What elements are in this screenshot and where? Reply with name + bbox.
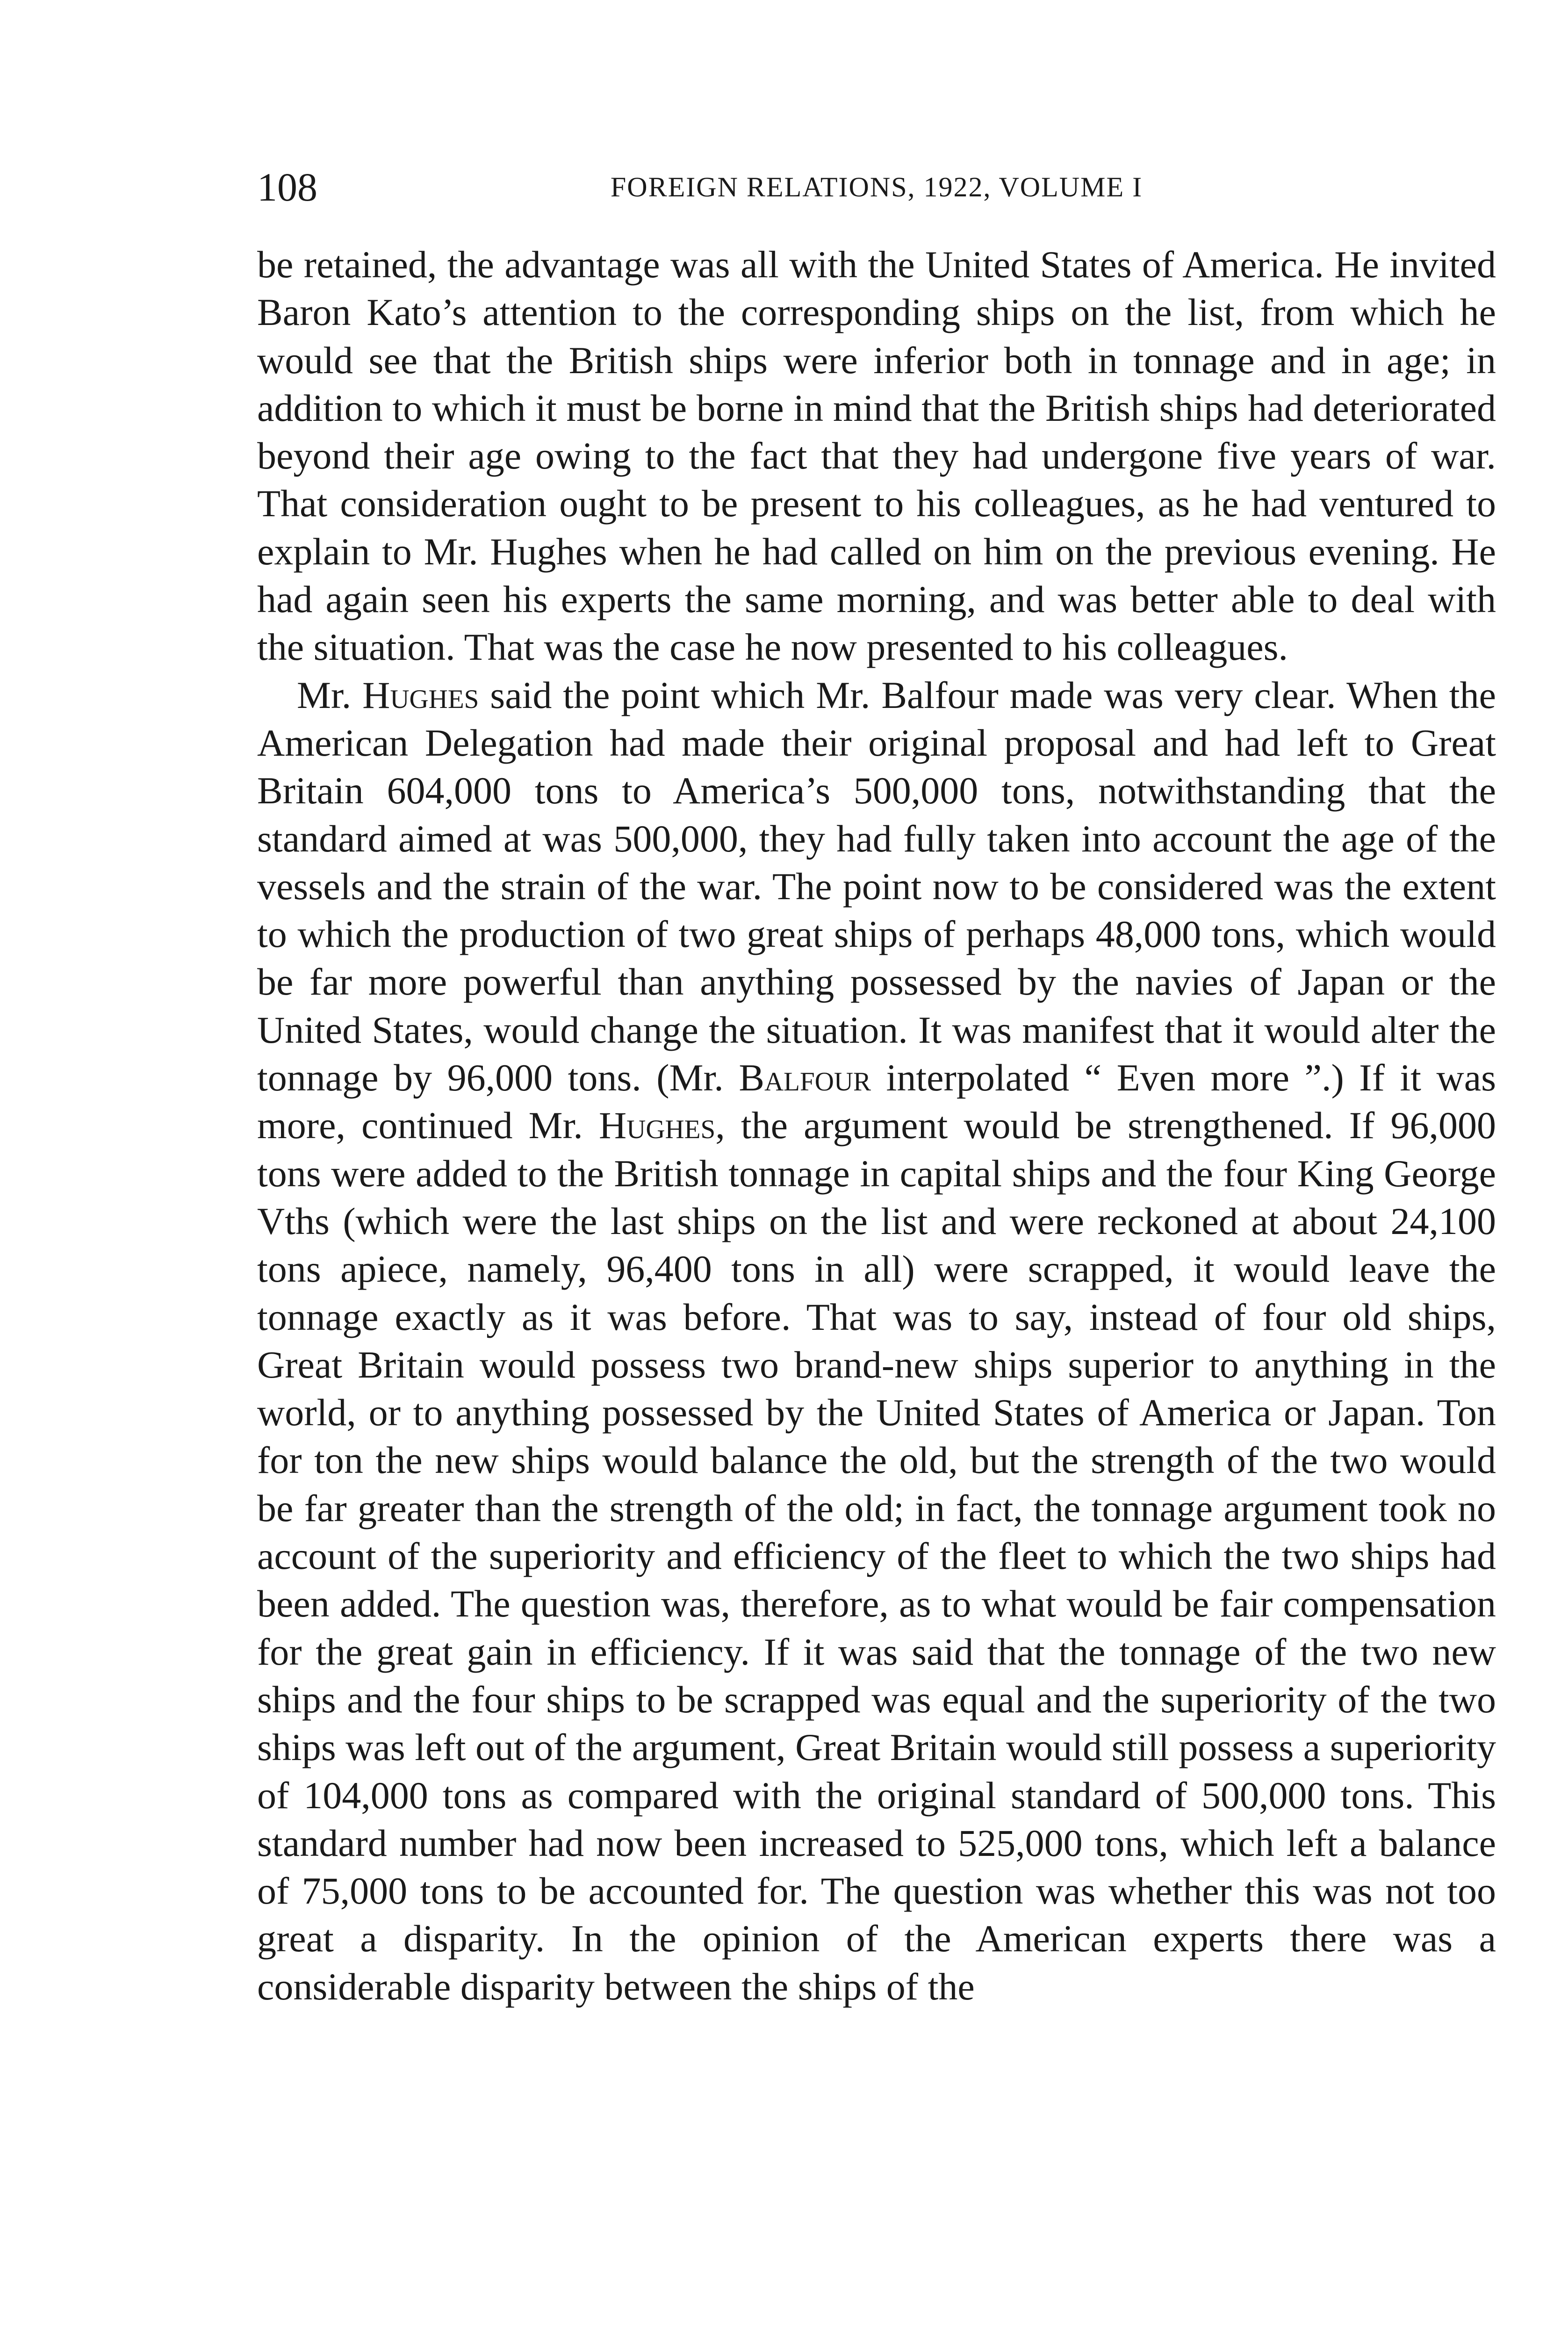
page-number: 108 [257, 165, 317, 209]
paragraph-2-text-2: interpolated “ Even more ”.) If it was more, continued Mr. [257, 1056, 1496, 1147]
paragraph-2 [257, 671, 1496, 2011]
speaker-name-hughes: Hughes [362, 673, 479, 716]
running-head: FOREIGN RELATIONS, 1922, VOLUME I [610, 172, 1143, 202]
speaker-name-balfour: Balfour [739, 1056, 871, 1099]
speaker-name-hughes-2: Hughes [598, 1104, 716, 1147]
paragraph-2-text-3: , the argument would be strengthened. If 96,000 tons were added to the British tonnage in capital ships and the four King George Vths (which were the last ships on the list and were reckoned at about 24,100 tons apiece, namely, 96,400 tons in all) were scrapped, it would leave the tonnage exactly as it was before. That was to say, instead of four old ships, Great Britain would possess two brand-new ships superior to anything in the world, or to anything possessed by the United States of America or Japan. Ton for ton the new ships would balance the old, but the strength of the two would be far greater than the strength of the old; in fact, the tonnage argument took no account of the superiority and efficiency of the fleet to which the two ships had been added. The question was, therefore, as to what would be fair compensation for the great gain in efficiency. If it was said that the tonnage of the two new ships and the four ships to be scrapped was equal and the superiority of the two ships was left out of the argument, Great Britain would still possess a superiority of 104,000 tons as compared with the original standard of 500,000 tons. This standard number had now been increased to 525,000 tons, which left a balance of 75,000 tons to be accounted for. The question was whether this was not too great a disparity. In the opinion of the American experts there was a considerable disparity between the ships of the [257, 1104, 1496, 2008]
paragraph-2-lead: Mr. [297, 673, 363, 716]
page-header [257, 159, 1496, 215]
paragraph-1: be retained, the advantage was all with the United States of America. He invited Baron Kato’s attention to the corresponding ships on the list, from which he would see that the British ships were inferior both in tonnage and in age; in addition to which it must be borne in mind that the British ships had deteriorated beyond their age owing to the fact that they had undergone five years of war. That consideration ought to be present to his colleagues, as he had ventured to explain to Mr. Hughes when he had called on him on the previous evening. He had again seen his experts the same morning, and was better able to deal with the situation. That was the case he now presented to his colleagues. [257, 243, 1496, 669]
body-text [257, 241, 1496, 2011]
paragraph-2-text-1: said the point which Mr. Balfour made was very clear. When the American Delegation had made their original proposal and had left to Great Britain 604,000 tons to America’s 500,000 tons, notwithstanding that the standard aimed at was 500,000, they had fully taken into account the age of the vessels and the strain of the war. The point now to be considered was the extent to which the production of two great ships of perhaps 48,000 tons, which would be far more powerful than anything possessed by the navies of Japan or the United States, would change the situation. It was manifest that it would alter the tonnage by 96,000 tons. (Mr. [257, 673, 1496, 1099]
